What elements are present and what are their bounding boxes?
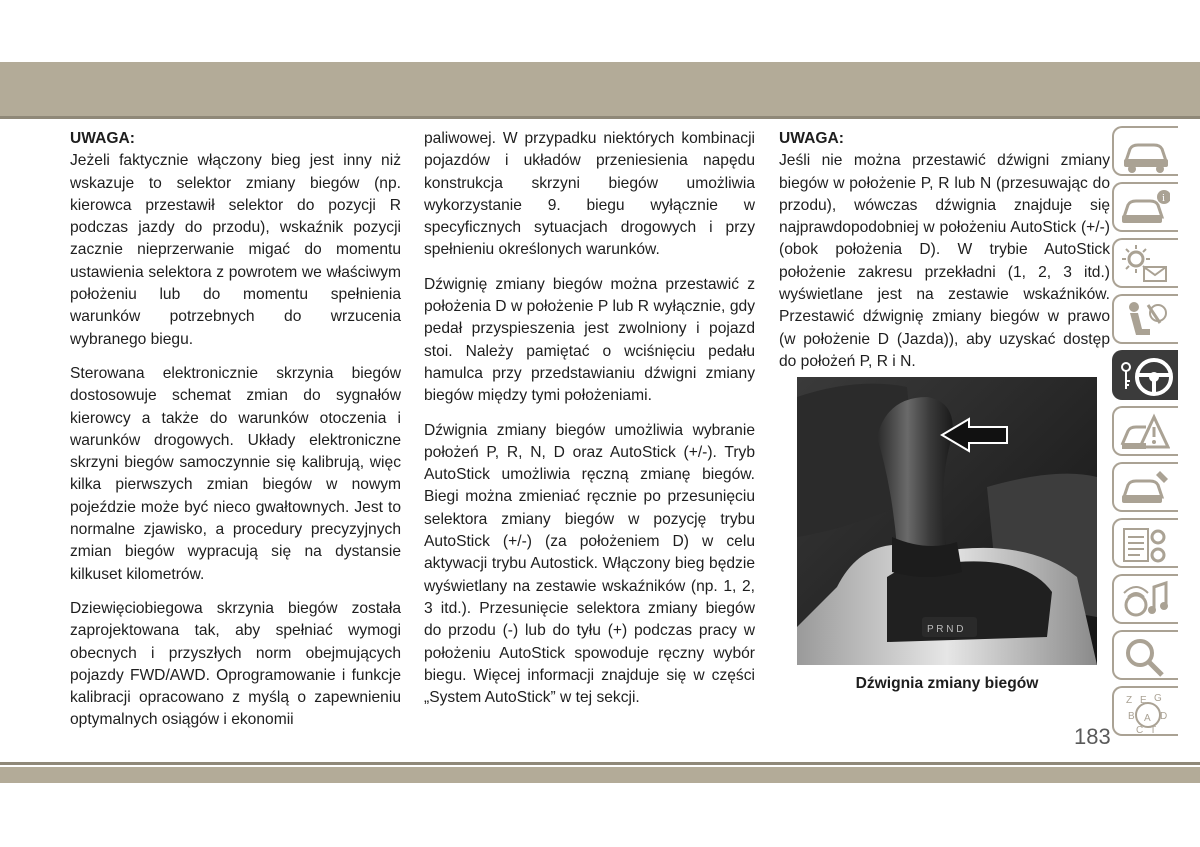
svg-text:D: D: [1160, 711, 1168, 722]
tab-specifications[interactable]: [1112, 518, 1178, 568]
figure-caption: Dźwignia zmiany biegów: [855, 675, 1039, 692]
specifications-gears-icon: [1120, 523, 1170, 567]
paragraph: Jeżeli faktycznie włączony bieg jest inny niż wskazuje to selektor zmiany biegów (np. kierowca przestawił selektor do pozycji R podczas jazdy do przodu), wskaźnik pozycji zacznie nieprzerwanie migać do momentu ustawienia selektora z powrotem we właściwym położeniu lub do momentu spełnienia warunków potrzebnych do wrzucenia wybranego biegu.: [70, 152, 401, 348]
text-column-1: [70, 125, 401, 744]
footer-band: [0, 767, 1200, 783]
tab-multimedia[interactable]: [1112, 574, 1178, 624]
tab-car-dashboard[interactable]: [1112, 126, 1178, 176]
tab-car-service[interactable]: [1112, 462, 1178, 512]
footer-rule: [0, 762, 1200, 765]
multimedia-icon: [1120, 579, 1170, 623]
header-band: [0, 62, 1200, 116]
text-column-3: [779, 125, 1110, 385]
svg-text:E: E: [1140, 695, 1147, 706]
paragraph: Dźwignię zmiany biegów można przestawić z położenia D w położenie P lub R wyłącznie, gdy pedał przyspieszenia jest zwolniony i pojazd stoi. Należy pamiętać o wciśnięciu pedału hamulca przy przedstawianiu dźwigni zmiany biegów między tymi położeniami.: [424, 275, 755, 405]
header-rule: [0, 116, 1200, 119]
car-service-icon: [1120, 467, 1170, 511]
svg-text:G: G: [1154, 693, 1162, 704]
svg-text:B: B: [1128, 711, 1135, 722]
tab-index-search[interactable]: [1112, 630, 1178, 680]
car-dashboard-icon: [1120, 131, 1170, 175]
gear-shifter-photo: [797, 377, 1097, 665]
svg-text:C: C: [1136, 725, 1144, 735]
index-search-icon: [1120, 635, 1170, 679]
svg-text:i: i: [1162, 192, 1166, 204]
car-info-icon: [1120, 187, 1170, 231]
paragraph: Sterowana elektronicznie skrzynia biegów dostosowuje schemat zmian do sygnałów kierowcy a także do warunków otoczenia i warunków drogowych. Układy elektroniczne skrzyni biegów samoczynnie się kalibrują, więc kilka pierwszych zmian biegów w nowym pojeździe może być nieco gwałtownych. Jest to normalne zjawisko, a procedury precyzyjnych zmian biegów wypracują się na dystansie kilkuset kilometrów.: [70, 364, 401, 583]
roadside-warning-icon: [1120, 411, 1170, 455]
svg-text:A: A: [1144, 713, 1151, 724]
note-heading: UWAGA:: [70, 130, 135, 147]
paragraph: Jeśli nie można przestawić dźwigni zmiany biegów w położenie P, R lub N (przesuwając do przodu), wówczas dźwignia znajduje się najprawdopodobniej w położeniu AutoStick (+/-) (obok położenia D). W trybie AutoStick położenie zakresu przekładni (1, 2, 3 itd.) wyświetlane jest na zestawie wskaźników. Przestawić dźwignię zmiany biegów w prawo (w położenie D (Jazda)), aby uzyskać dostęp do położeń P, R i N.: [779, 152, 1110, 370]
paragraph: Dźwignia zmiany biegów umożliwia wybranie położeń P, R, N, D oraz AutoStick (+/-). Tryb AutoStick umożliwia ręczną zmianę biegów. Biegi można zmieniać ręcznie po przesunięciu selektora zmiany biegów w pozycję trybu AutoStick (+/-) (za położeniem D) w celu aktywacji trybu Autostick. Włączony bieg będzie wyświetlany na zestawie wskaźników (np. 1, 2, 3 itd.). Przesunięcie selektora zmiany biegów do przodu (-) lub do tyłu (+) podczas pracy w położeniu AutoStick spowoduje ręczny wybór biegu. Więcej informacji znajduje się w części „System AutoStick” w tej sekcji.: [424, 421, 755, 707]
tab-language-index[interactable]: [1112, 686, 1178, 736]
tab-steering-wheel[interactable]: [1112, 350, 1178, 400]
text-column-2: [424, 128, 755, 721]
airbag-safety-icon: [1120, 299, 1170, 343]
tab-airbag-safety[interactable]: [1112, 294, 1178, 344]
page-number: 183: [1074, 724, 1111, 749]
paragraph: Dziewięciobiegowa skrzynia biegów została zaprojektowana tak, aby spełniać wymogi obecnych i przyszłych norm obejmujących pojazdy FWD/AWD. Oprogramowanie i funkcje kalibracji opracowano z myślą o zapewnieniu optymalnych osiągów i ekonomii: [70, 599, 401, 729]
svg-text:Z: Z: [1126, 695, 1133, 706]
language-index-icon: [1120, 691, 1170, 735]
steering-wheel-key-icon: [1120, 355, 1176, 399]
warning-lights-message-icon: [1120, 243, 1170, 287]
paragraph: paliwowej. W przypadku niektórych kombinacji pojazdów i układów przeniesienia napędu konstrukcja skrzyni biegów umożliwia wykorzystanie 9. biegu wyłącznie w specyficznych sytuacjach drogowych i przy spełnieniu określonych warunków.: [424, 130, 755, 259]
svg-text:P R N D: P R N D: [927, 624, 964, 635]
tab-car-info[interactable]: [1112, 182, 1178, 232]
note-heading: UWAGA:: [779, 130, 844, 147]
svg-text:T: T: [1150, 725, 1157, 735]
tab-roadside-warning[interactable]: [1112, 406, 1178, 456]
tab-warning-lights[interactable]: [1112, 238, 1178, 288]
